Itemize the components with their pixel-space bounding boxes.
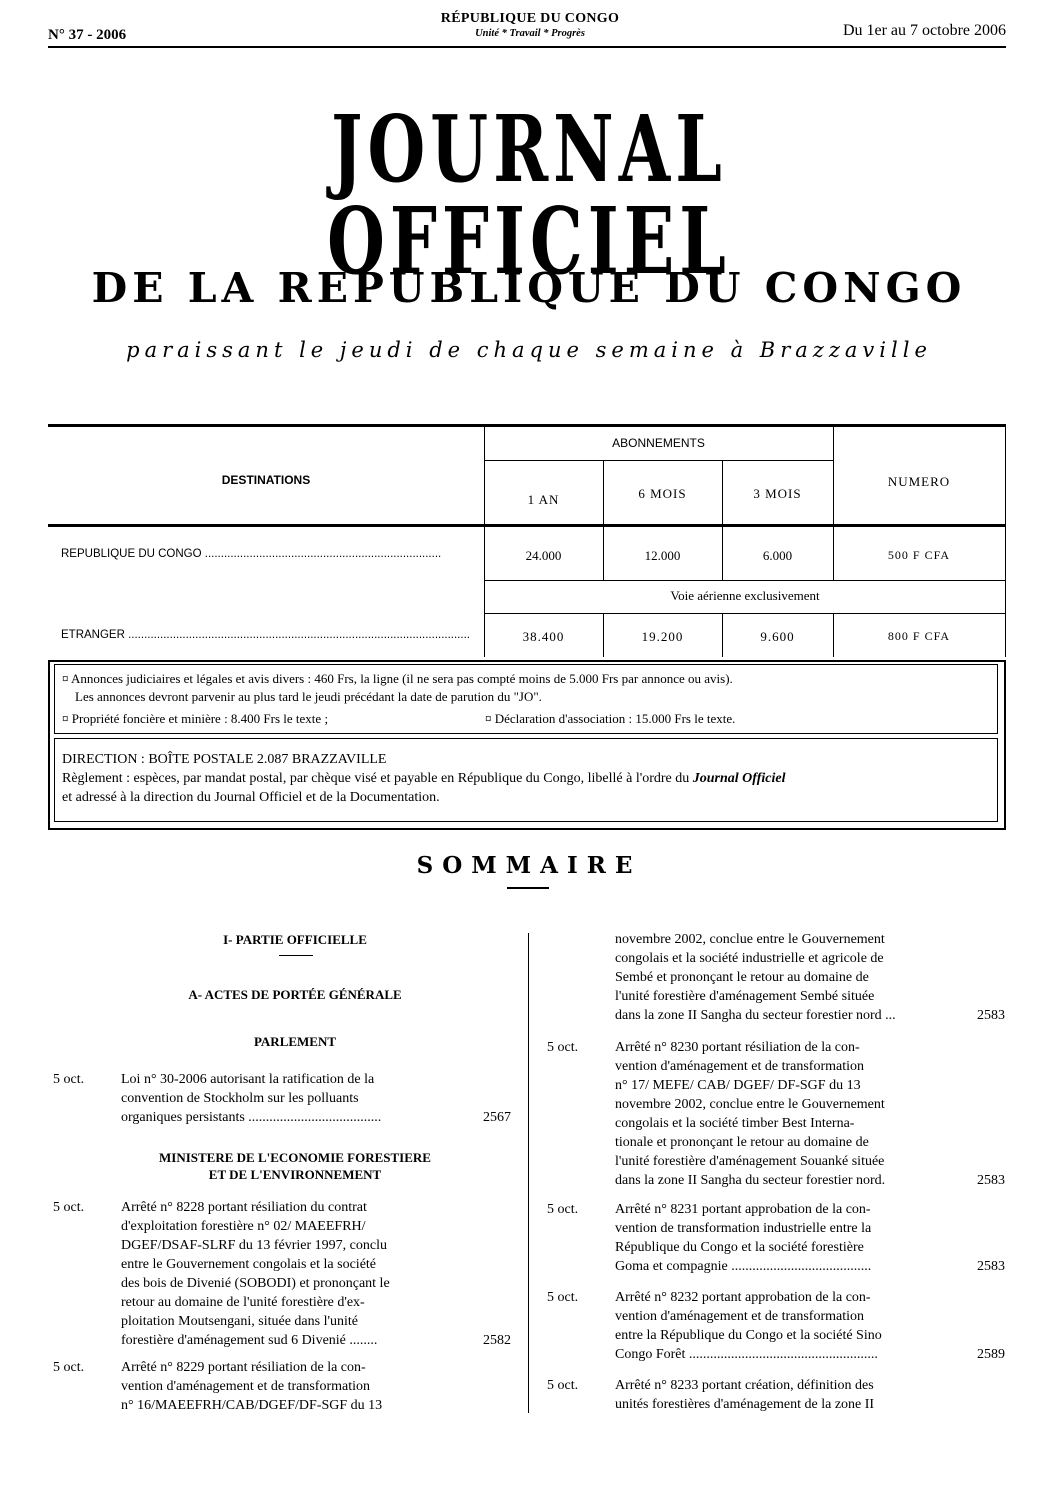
entry-line: dans la zone II Sangha du secteur forestier nord. [615, 1173, 886, 1188]
entry-line: Sembé et prononçant le retour au domaine de [615, 970, 869, 985]
row-etranger-numero: 800 F CFA [887, 629, 951, 643]
sommaire-entry[interactable] [53, 1358, 511, 1418]
entry-line: l'unité forestière d'aménagement Sembé située [615, 989, 875, 1004]
air-mail-note: Voie aérienne exclusivement [670, 588, 820, 603]
table-hline [484, 613, 1006, 614]
sommaire-entry[interactable] [547, 1376, 1005, 1416]
payment-terms [62, 770, 994, 787]
sommaire-entry[interactable] [547, 1038, 1005, 1190]
entry-date: 5 oct. [547, 1202, 579, 1217]
entry-line: congolais et la société timber Best Interna- [615, 1116, 855, 1131]
entry-page: 2583 [977, 1008, 1005, 1023]
col-1an: 1 AN [527, 492, 560, 507]
entry-line: République du Congo et la société forestière [615, 1240, 864, 1255]
entry-line: n° 16/MAEEFRH/CAB/DGEF/DF-SGF du 13 [121, 1398, 383, 1413]
entry-date: 5 oct. [547, 1378, 579, 1393]
entry-line: Congo Forêt ...................................................... [615, 1347, 878, 1362]
part-heading: I- PARTIE OFFICIELLE [223, 932, 367, 947]
entry-line: dans la zone II Sangha du secteur forestier nord ... [615, 1008, 896, 1023]
announcement-deadline: Les annonces devront parvenir au plus tard le jeudi précédant la date de parution du "JO". [75, 689, 542, 704]
direction-address: DIRECTION : BOÎTE POSTALE 2.087 BRAZZAVILLE [62, 752, 387, 767]
entry-line: vention d'aménagement et de transformation [121, 1379, 370, 1394]
entry-line: Arrêté n° 8232 portant approbation de la con- [615, 1290, 871, 1305]
row-congo-6mois: 12.000 [644, 548, 681, 563]
col-3mois: 3 MOIS [753, 486, 802, 501]
sommaire-entry-continued[interactable] [547, 930, 1005, 1025]
entry-page: 2583 [977, 1259, 1005, 1274]
entry-line: forestière d'aménagement sud 6 Divenié ........ [121, 1333, 378, 1348]
ministry-heading [121, 1149, 469, 1183]
entry-line: retour au domaine de l'unité forestière d'ex- [121, 1295, 365, 1310]
entry-line: novembre 2002, conclue entre le Gouvernement [615, 1097, 885, 1112]
property-rate: ¤ Propriété foncière et minière : 8.400 Frs le texte ; [62, 711, 329, 726]
entry-title [615, 1200, 963, 1276]
parlement-heading: PARLEMENT [253, 1034, 337, 1049]
entry-line: vention d'aménagement et de transformation [615, 1059, 864, 1074]
sommaire-title: SOMMAIRE [416, 852, 642, 879]
entry-line: vention d'aménagement et de transformation [615, 1309, 864, 1324]
entry-line: convention de Stockholm sur les polluants [121, 1091, 359, 1106]
entry-title [615, 1038, 963, 1190]
row-congo-label: REPUBLIQUE DU CONGO .......................................................................... [61, 548, 442, 560]
entry-title [121, 1358, 469, 1415]
issue-number: N° 37 - 2006 [48, 27, 127, 43]
table-hline [484, 580, 1006, 581]
entry-line: l'unité forestière d'aménagement Souanké située [615, 1154, 885, 1169]
entry-line: congolais et la société industrielle et agricole de [615, 951, 884, 966]
row-etranger-1an: 38.400 [522, 629, 565, 644]
entry-line: Arrêté n° 8230 portant résiliation de la con- [615, 1040, 860, 1055]
payment-address: et adressé à la direction du Journal Officiel et de la Documentation. [62, 790, 440, 805]
entry-date: 5 oct. [547, 1290, 579, 1305]
entry-date: 5 oct. [53, 1072, 85, 1087]
row-etranger-3mois: 9.600 [760, 629, 795, 644]
table-vline [484, 427, 485, 657]
entry-line: Arrêté n° 8228 portant résiliation du contrat [121, 1200, 367, 1215]
association-rate: ¤ Déclaration d'association : 15.000 Frs le texte. [485, 711, 736, 726]
entry-title [615, 930, 963, 1025]
entry-title [615, 1376, 963, 1414]
sommaire-entry[interactable] [53, 1198, 511, 1350]
entry-page: 2567 [483, 1110, 511, 1125]
entry-page: 2583 [977, 1173, 1005, 1188]
republic-name: RÉPUBLIQUE DU CONGO [440, 11, 620, 26]
entry-title [615, 1288, 963, 1364]
entry-line: n° 17/ MEFE/ CAB/ DGEF/ DF-SGF du 13 [615, 1078, 861, 1093]
national-motto: Unité * Travail * Progrès [475, 28, 585, 39]
journal-tagline: paraissant le jeudi de chaque semaine à Brazzaville [126, 338, 932, 362]
entry-line: entre la République du Congo et la société Sino [615, 1328, 882, 1343]
entry-title [121, 1070, 469, 1127]
entry-line: novembre 2002, conclue entre le Gouvernement [615, 932, 885, 947]
entry-date: 5 oct. [53, 1360, 85, 1375]
entry-line: Arrêté n° 8231 portant approbation de la con- [615, 1202, 871, 1217]
table-header-rule [48, 524, 1006, 527]
sommaire-entry[interactable] [547, 1288, 1005, 1366]
column-divider [528, 933, 529, 1413]
entry-date: 5 oct. [547, 1040, 579, 1055]
table-vline [1005, 427, 1006, 657]
entry-title [121, 1198, 469, 1350]
row-congo-3mois: 6.000 [762, 548, 793, 563]
sommaire-entry[interactable] [547, 1200, 1005, 1278]
entry-line: Goma et compagnie ........................................ [615, 1259, 872, 1274]
entry-date: 5 oct. [53, 1200, 85, 1215]
row-congo-numero: 500 F CFA [887, 548, 951, 562]
entry-page: 2582 [483, 1333, 511, 1348]
payment-terms-text: Règlement : espèces, par mandat postal, par chèque visé et payable en République du Congo, libellé à l'ordre du [62, 771, 690, 786]
col-destinations: DESTINATIONS [221, 473, 311, 487]
sommaire-underline [507, 887, 549, 889]
col-6mois: 6 MOIS [638, 486, 687, 501]
journal-subtitle: DE LA REPUBLIQUE DU CONGO [91, 264, 967, 312]
table-top-rule [48, 424, 1006, 427]
col-numero: NUMERO [887, 474, 951, 489]
section-heading: A- ACTES DE PORTÉE GÉNÉRALE [188, 987, 402, 1002]
entry-line: DGEF/DSAF-SLRF du 13 février 1997, conclu [121, 1238, 387, 1253]
entry-line: unités forestières d'aménagement de la zone II [615, 1397, 875, 1412]
row-etranger-6mois: 19.200 [641, 629, 684, 644]
entry-page: 2589 [977, 1347, 1005, 1362]
entry-line: vention de transformation industrielle entre la [615, 1221, 872, 1236]
entry-line: des bois de Divenié (SOBODI) et prononçant le [121, 1276, 390, 1291]
part-underline [279, 955, 313, 956]
entry-line: Loi n° 30-2006 autorisant la ratification de la [121, 1072, 375, 1087]
entry-line: Arrêté n° 8233 portant création, définition des [615, 1378, 874, 1393]
announcement-rate: ¤ Annonces judiciaires et légales et avis divers : 460 Frs, la ligne (il ne sera pas compté moins de 5.000 Frs par annonce ou avis). [62, 671, 733, 686]
entry-line: Arrêté n° 8229 portant résiliation de la con- [121, 1360, 366, 1375]
entry-line: tionale et prononçant le retour au domaine de [615, 1135, 869, 1150]
journal-title: JOURNAL OFFICIEL [327, 95, 731, 295]
entry-line: ploitation Moutsengani, située dans l'unité [121, 1314, 358, 1329]
sommaire-entry[interactable] [53, 1070, 511, 1130]
row-congo-1an: 24.000 [525, 548, 562, 563]
journal-officiel-name: Journal Officiel [692, 771, 786, 786]
republic-header [330, 11, 730, 39]
entry-line: entre le Gouvernement congolais et la société [121, 1257, 377, 1272]
table-hline [484, 460, 833, 461]
col-abonnements: ABONNEMENTS [612, 436, 705, 450]
ministry-heading-line: ET DE L'ENVIRONNEMENT [208, 1167, 382, 1182]
row-etranger-label: ETRANGER ........................................................................................................... [61, 629, 470, 641]
issue-dates: Du 1er au 7 octobre 2006 [842, 22, 1006, 39]
entry-line: organiques persistants ...................................... [121, 1110, 382, 1125]
ministry-heading-line: MINISTERE DE L'ECONOMIE FORESTIERE [159, 1150, 431, 1165]
header-rule [48, 46, 1006, 48]
entry-line: d'exploitation forestière n° 02/ MAEEFRH/ [121, 1219, 366, 1234]
